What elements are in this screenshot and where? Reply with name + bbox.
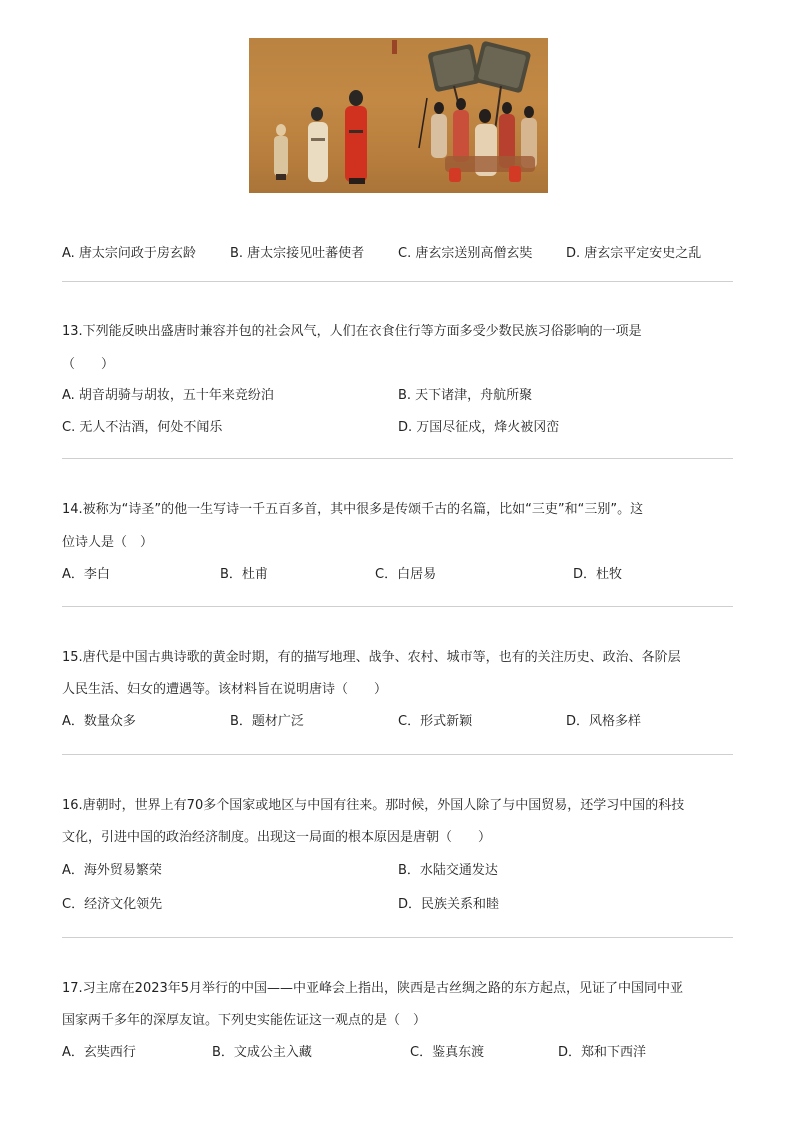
q16-option-a[interactable]: A．海外贸易繁荣: [62, 863, 162, 878]
q15-option-c[interactable]: C．形式新颖: [398, 714, 473, 729]
q15-stem-line1: 15.唐代是中国古典诗歌的黄金时期，有的描写地理、战争、农村、城市等，也有的关注历史、政治、各阶层: [62, 650, 681, 665]
q14-option-b[interactable]: B．杜甫: [220, 567, 268, 582]
q13-option-a[interactable]: A. 胡音胡骑与胡妆，五十年来竞纷泊: [62, 388, 274, 403]
q17-option-a[interactable]: A．玄奘西行: [62, 1045, 136, 1060]
q12-option-a[interactable]: A. 唐太宗问政于房玄龄: [62, 246, 196, 261]
q17-stem-line1: 17.习主席在2023年5月举行的中国——中亚峰会上指出，陕西是古丝绸之路的东方起点，见证了中国同中亚: [62, 981, 684, 996]
q15-stem-line2: 人民生活、妇女的遭遇等。该材料旨在说明唐诗（ ）: [62, 682, 388, 697]
q14-option-a[interactable]: A．李白: [62, 567, 110, 582]
q16-option-c[interactable]: C．经济文化领先: [62, 897, 163, 912]
q17-option-b[interactable]: B．文成公主入藏: [212, 1045, 312, 1060]
q14-stem-line1: 14.被称为“诗圣”的他一生写诗一千五百多首，其中很多是传颂千古的名篇，比如“三吏”和“三别”。这: [62, 502, 644, 517]
q13-stem-line2: （ ）: [62, 357, 115, 372]
q13-option-c[interactable]: C. 无人不沽酒，何处不闻乐: [62, 420, 223, 435]
divider: [62, 754, 733, 755]
q17-stem-line2: 国家两千多年的深厚友谊。下列史实能佐证这一观点的是（ ）: [62, 1013, 427, 1028]
q15-option-b[interactable]: B．题材广泛: [230, 714, 304, 729]
q13-option-d[interactable]: D. 万国尽征戍，烽火被冈峦: [398, 420, 560, 435]
q16-stem-line1: 16.唐朝时，世界上有70多个国家或地区与中国有往来。那时候，外国人除了与中国贸易，还学习中国的科技: [62, 798, 685, 813]
divider: [62, 937, 733, 938]
q12-option-b[interactable]: B. 唐太宗接见吐蕃使者: [230, 246, 365, 261]
divider: [62, 281, 733, 282]
divider: [62, 458, 733, 459]
q12-option-d[interactable]: D. 唐玄宗平定安史之乱: [566, 246, 702, 261]
q15-option-a[interactable]: A．数量众多: [62, 714, 136, 729]
q16-option-b[interactable]: B．水陆交通发达: [398, 863, 498, 878]
q16-stem-line2: 文化，引进中国的政治经济制度。出现这一局面的根本原因是唐朝（ ）: [62, 830, 492, 845]
q17-option-c[interactable]: C．鉴真东渡: [410, 1045, 485, 1060]
divider: [62, 606, 733, 607]
q14-option-c[interactable]: C．白居易: [375, 567, 437, 582]
illustration-painting: [249, 38, 548, 193]
q13-stem-line1: 13.下列能反映出盛唐时兼容并包的社会风气，人们在衣食住行等方面多受少数民族习俗影响的一项是: [62, 324, 642, 339]
q16-option-d[interactable]: D．民族关系和睦: [398, 897, 500, 912]
q17-option-d[interactable]: D．郑和下西洋: [558, 1045, 647, 1060]
q14-stem-line2: 位诗人是（ ）: [62, 535, 154, 550]
q12-option-c[interactable]: C. 唐玄宗送别高僧玄奘: [398, 246, 533, 261]
q14-option-d[interactable]: D．杜牧: [573, 567, 623, 582]
q15-option-d[interactable]: D．风格多样: [566, 714, 642, 729]
q13-option-b[interactable]: B. 天下诸津，舟航所聚: [398, 388, 533, 403]
